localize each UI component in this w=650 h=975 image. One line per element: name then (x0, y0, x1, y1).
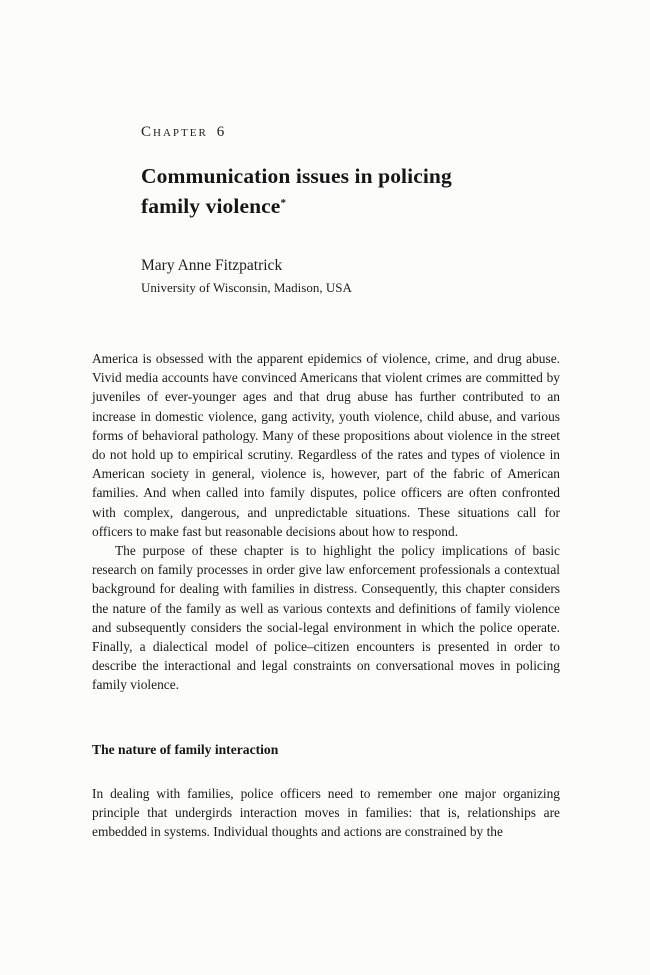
chapter-label-word: Chapter (141, 124, 208, 140)
chapter-title-line2: family violence (141, 194, 281, 218)
footnote-marker-asterisk: * (280, 197, 287, 209)
chapter-title (141, 161, 561, 221)
chapter-title-line1: Communication issues in policing (141, 164, 452, 188)
body-paragraph: America is obsessed with the apparent epidemics of violence, crime, and drug abuse. Vivid media accounts have convinced Americans that violent crimes are committed by juveniles of ever-younger ages and that drug abuse has further contributed to an increase in domestic violence, gang activity, youth violence, child abuse, and various forms of behavioral pathology. Many of these propositions about violence in the street do not hold up to empirical scrutiny. Regardless of the rates and types of violence in American society in general, violence is, however, part of the fabric of American families. And when called into family disputes, police officers are often confronted with complex, dangerous, and unpredictable situations. These situations call for officers to make fast but reasonable decisions about how to respond. (92, 351, 560, 539)
section-heading: The nature of family interaction (92, 741, 279, 757)
body-paragraph: In dealing with families, police officers need to remember one major organizing principle that undergirds interaction moves in families: that is, relationships are embedded in systems. Individual thoughts and actions are constrained by the (92, 785, 560, 840)
author-name: Mary Anne Fitzpatrick (141, 257, 283, 274)
author-affiliation: University of Wisconsin, Madison, USA (141, 280, 352, 295)
body-paragraph: The purpose of these chapter is to highlight the policy implications of basic research on family processes in order give law enforcement professionals a contextual background for dealing with families in distress. Consequently, this chapter considers the nature of the family as well as various contexts and definitions of family violence and subsequently considers the social-legal environment in which the police operate. Finally, a dialectical model of police–citizen encounters is presented in order to describe the interactional and legal constraints on conversational moves in policing family violence. (92, 543, 560, 693)
chapter-body (92, 349, 560, 841)
chapter-label (141, 124, 224, 141)
chapter-number: 6 (216, 124, 225, 140)
